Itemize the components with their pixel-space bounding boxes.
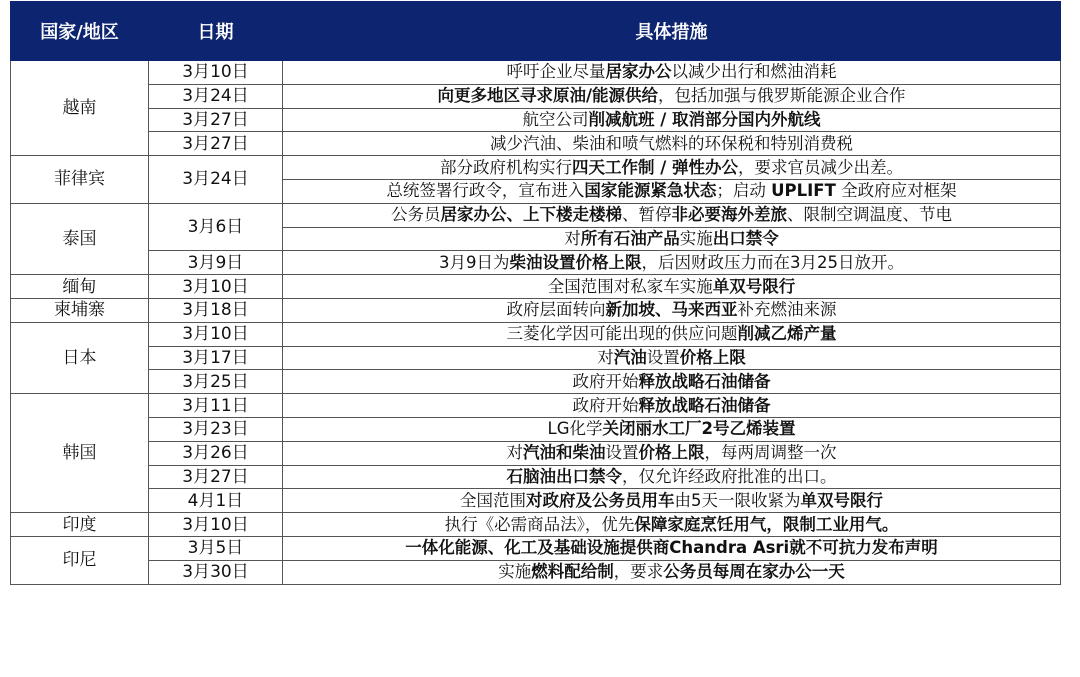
measure-text-bold: UPLIFT bbox=[771, 181, 836, 201]
measure-text-bold: 所有石油产品 bbox=[580, 228, 680, 248]
measure-text-bold: 四天工作制 / 弹性办公 bbox=[571, 157, 738, 177]
measure-text-bold: 居家办公 bbox=[605, 62, 672, 82]
measure-text-bold: 石脑油出口禁令 bbox=[506, 466, 622, 486]
table-body bbox=[11, 61, 1061, 585]
measure-text-bold: 一体化能源、化工及基础设施提供商 bbox=[405, 538, 670, 558]
measure-text: 总统签署行政令，宣布进入 bbox=[386, 181, 585, 201]
measure-text: 减少汽油、柴油和喷气燃料的环保税和特别消费税 bbox=[490, 133, 853, 153]
measure-cell bbox=[283, 370, 1061, 394]
measure-cell bbox=[283, 203, 1061, 227]
measure-cell bbox=[283, 560, 1061, 584]
table-row bbox=[11, 370, 1061, 394]
measure-text: 、限制空调温度、节电 bbox=[787, 205, 952, 225]
measure-text-bold: 汽油和柴油 bbox=[523, 443, 606, 463]
region-cell: 越南 bbox=[11, 61, 149, 156]
measure-cell bbox=[283, 322, 1061, 346]
measure-text: 政府开始 bbox=[572, 395, 639, 415]
date-cell: 3月27日 bbox=[149, 132, 283, 156]
date-cell: 3月23日 bbox=[149, 417, 283, 441]
region-cell: 韩国 bbox=[11, 394, 149, 513]
date-cell: 3月27日 bbox=[149, 108, 283, 132]
measure-cell bbox=[283, 179, 1061, 203]
measure-text-bold: 保障家庭烹饪用气，限制工业用气。 bbox=[634, 514, 899, 534]
measure-cell bbox=[283, 61, 1061, 85]
measure-cell bbox=[283, 84, 1061, 108]
measure-cell bbox=[283, 251, 1061, 275]
measure-cell bbox=[283, 298, 1061, 322]
measure-text: LG化学 bbox=[547, 419, 603, 439]
header-measure: 具体措施 bbox=[283, 2, 1061, 61]
table-row bbox=[11, 84, 1061, 108]
measure-text-bold: 单双号限行 bbox=[712, 276, 796, 296]
date-cell: 3月24日 bbox=[149, 84, 283, 108]
measure-text-bold: 价格上限 bbox=[679, 347, 746, 367]
measure-text-bold: 非必要海外差旅 bbox=[671, 205, 787, 225]
measure-text: 实施 bbox=[679, 228, 713, 248]
table-row bbox=[11, 322, 1061, 346]
table-row bbox=[11, 298, 1061, 322]
measure-text-bold: 新加坡、马来西亚 bbox=[605, 300, 738, 320]
measure-text-bold: 汽油 bbox=[613, 347, 647, 367]
table-row bbox=[11, 61, 1061, 85]
measure-text-bold: 居家办公、上下楼走楼梯 bbox=[440, 205, 622, 225]
measure-text: ，包括加强与俄罗斯能源企业合作 bbox=[658, 86, 906, 106]
region-cell: 柬埔寨 bbox=[11, 298, 149, 322]
measure-text-bold: 就不可抗力发布声明 bbox=[789, 538, 938, 558]
table-row bbox=[11, 417, 1061, 441]
measure-text: 呼吁企业尽量 bbox=[506, 62, 606, 82]
table-row bbox=[11, 203, 1061, 227]
measure-text: 三菱化学因可能出现的供应问题 bbox=[506, 324, 738, 344]
measure-cell bbox=[283, 489, 1061, 513]
measure-text-bold: 出口禁令 bbox=[712, 228, 779, 248]
date-cell: 3月30日 bbox=[149, 560, 283, 584]
measure-text-bold: 向更多地区寻求原油/能源供给 bbox=[437, 86, 659, 106]
date-cell: 3月10日 bbox=[149, 275, 283, 299]
measure-text-bold: 单双号限行 bbox=[800, 490, 883, 510]
measure-text-bold: 公务员每周在家办公一天 bbox=[663, 562, 845, 582]
table-row bbox=[11, 489, 1061, 513]
date-cell: 3月24日 bbox=[149, 156, 283, 204]
table-row bbox=[11, 465, 1061, 489]
date-cell: 3月26日 bbox=[149, 441, 283, 465]
region-cell: 日本 bbox=[11, 322, 149, 393]
measure-cell bbox=[283, 465, 1061, 489]
date-cell: 4月1日 bbox=[149, 489, 283, 513]
measure-text: 补充燃油来源 bbox=[737, 300, 837, 320]
measure-text: 对 bbox=[506, 443, 523, 463]
measure-text-bold: 燃料配给制 bbox=[531, 562, 614, 582]
header-region: 国家/地区 bbox=[11, 2, 149, 61]
measure-text-bold: 释放战略石油储备 bbox=[638, 371, 771, 391]
date-cell: 3月10日 bbox=[149, 61, 283, 85]
measure-text: ，每两周调整一次 bbox=[704, 443, 837, 463]
table-row bbox=[11, 108, 1061, 132]
date-cell: 3月10日 bbox=[149, 322, 283, 346]
region-cell: 菲律宾 bbox=[11, 156, 149, 204]
measure-text: ，要求 bbox=[613, 562, 664, 582]
measure-cell bbox=[283, 441, 1061, 465]
measure-cell bbox=[283, 536, 1061, 560]
measure-text: 部分政府机构实行 bbox=[439, 157, 572, 177]
date-cell: 3月27日 bbox=[149, 465, 283, 489]
measure-text-bold: Chandra Asri bbox=[669, 538, 790, 558]
measure-text: 公务员 bbox=[391, 205, 441, 225]
measure-text: 对 bbox=[597, 347, 614, 367]
region-cell: 印度 bbox=[11, 513, 149, 537]
measure-text: 实施 bbox=[498, 562, 532, 582]
measure-text-bold: 柴油设置价格上限 bbox=[509, 252, 642, 272]
region-cell: 泰国 bbox=[11, 203, 149, 274]
table-row bbox=[11, 536, 1061, 560]
measure-text: 设置 bbox=[605, 443, 639, 463]
measure-text: ，要求官员减少出差。 bbox=[738, 157, 903, 177]
measure-cell bbox=[283, 394, 1061, 418]
measure-text: 由5天一限收紧为 bbox=[674, 490, 801, 510]
measure-cell bbox=[283, 156, 1061, 180]
measure-cell bbox=[283, 513, 1061, 537]
measure-cell bbox=[283, 346, 1061, 370]
region-cell: 印尼 bbox=[11, 536, 149, 584]
table-row bbox=[11, 560, 1061, 584]
measure-text-bold: 削减乙烯产量 bbox=[737, 324, 837, 344]
measure-text: 3月9日为 bbox=[439, 252, 510, 272]
date-cell: 3月25日 bbox=[149, 370, 283, 394]
date-cell: 3月18日 bbox=[149, 298, 283, 322]
measure-cell bbox=[283, 417, 1061, 441]
measure-text-bold: 释放战略石油储备 bbox=[638, 395, 771, 415]
measure-text: 航空公司 bbox=[522, 109, 589, 129]
table-row bbox=[11, 251, 1061, 275]
measure-text-bold: 关闭丽水工厂2号乙烯装置 bbox=[602, 419, 796, 439]
table-row bbox=[11, 441, 1061, 465]
region-cell: 缅甸 bbox=[11, 275, 149, 299]
measures-table bbox=[10, 1, 1061, 585]
measure-cell bbox=[283, 108, 1061, 132]
measure-text: 以减少出行和燃油消耗 bbox=[671, 62, 837, 82]
measure-text: ，仅允许经政府批准的出口。 bbox=[622, 466, 837, 486]
measure-cell bbox=[283, 132, 1061, 156]
table-row bbox=[11, 132, 1061, 156]
date-cell: 3月9日 bbox=[149, 251, 283, 275]
measure-text: 政府开始 bbox=[572, 371, 639, 391]
date-cell: 3月6日 bbox=[149, 203, 283, 251]
measure-text-bold: 国家能源紧急状态 bbox=[584, 181, 717, 201]
measure-text: 执行《必需商品法》，优先 bbox=[444, 514, 635, 534]
measure-text-bold: 对政府及公务员用车 bbox=[526, 490, 675, 510]
date-cell: 3月11日 bbox=[149, 394, 283, 418]
header-date: 日期 bbox=[149, 2, 283, 61]
table-row bbox=[11, 346, 1061, 370]
measure-text: 全国范围对私家车实施 bbox=[547, 276, 713, 296]
measure-cell bbox=[283, 227, 1061, 251]
measure-text: ；启动 bbox=[716, 181, 772, 201]
date-cell: 3月5日 bbox=[149, 536, 283, 560]
measure-text: 全国范围 bbox=[460, 490, 526, 510]
measure-cell bbox=[283, 275, 1061, 299]
measure-text-bold: 价格上限 bbox=[638, 443, 705, 463]
measure-text: 全政府应对框架 bbox=[835, 181, 957, 201]
table-row bbox=[11, 394, 1061, 418]
date-cell: 3月17日 bbox=[149, 346, 283, 370]
measure-text: 对 bbox=[564, 228, 581, 248]
table-row bbox=[11, 156, 1061, 180]
measure-text: 政府层面转向 bbox=[506, 300, 606, 320]
table-row bbox=[11, 275, 1061, 299]
measure-text: 设置 bbox=[646, 347, 680, 367]
table-row bbox=[11, 513, 1061, 537]
measure-text: ，后因财政压力而在3月25日放开。 bbox=[641, 252, 904, 272]
date-cell: 3月10日 bbox=[149, 513, 283, 537]
measure-text-bold: 削减航班 / 取消部分国内外航线 bbox=[588, 109, 821, 129]
header-row bbox=[11, 2, 1061, 61]
measure-text: 、暂停 bbox=[622, 205, 672, 225]
